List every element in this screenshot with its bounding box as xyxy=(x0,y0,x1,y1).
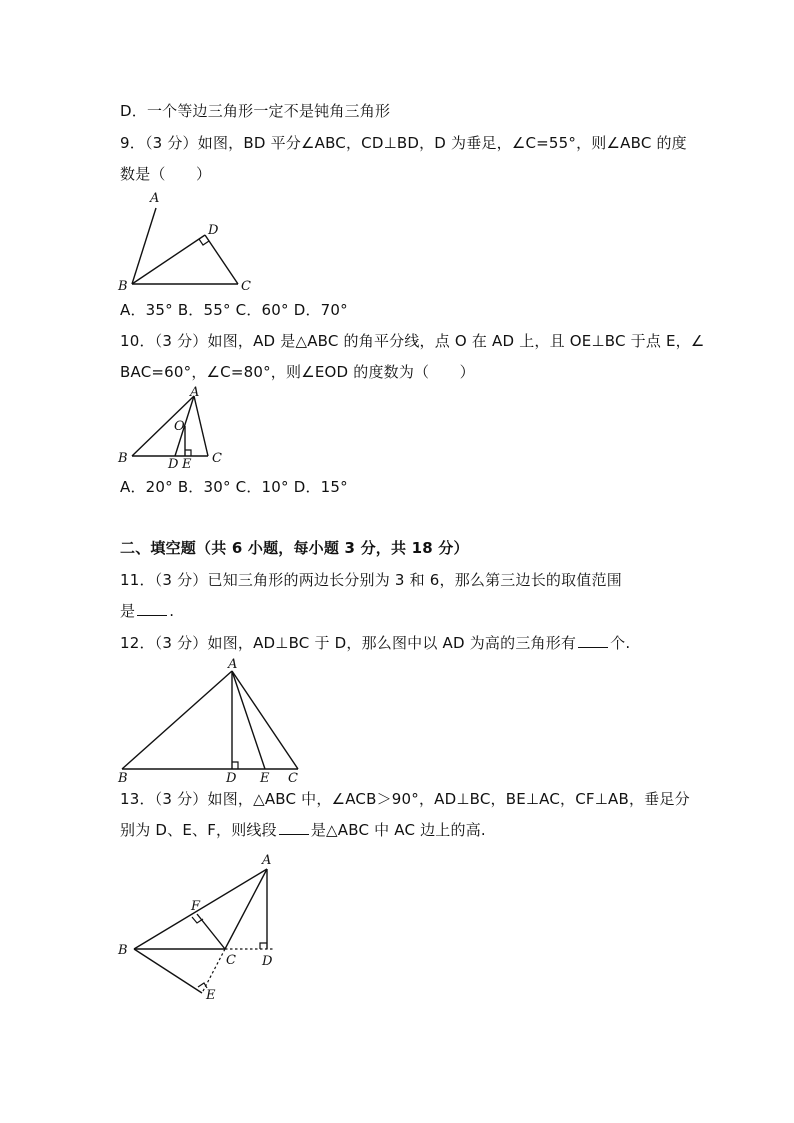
question-10-options: A．20° B．30° C．10° D．15° xyxy=(120,478,348,496)
question-12-prefix: 12．（3 分）如图，AD⊥BC 于 D，那么图中以 AD 为高的三角形有 xyxy=(120,634,577,652)
question-9-options: A．35° B．55° C．60° D．70° xyxy=(120,301,348,319)
label-b: B xyxy=(118,279,128,294)
label-a: A xyxy=(190,385,200,400)
question-13-figure xyxy=(110,852,290,1012)
question-12-line xyxy=(120,633,630,653)
segment-ba xyxy=(134,869,267,949)
label-a: A xyxy=(262,853,272,868)
label-d: D xyxy=(208,223,219,238)
question-11-prefix: 是 xyxy=(120,602,136,620)
label-c: C xyxy=(212,451,222,466)
label-b: B xyxy=(118,771,128,786)
answer-blank xyxy=(279,820,309,835)
question-11-suffix: . xyxy=(169,602,175,620)
question-9-line-1: 9．（3 分）如图，BD 平分∠ABC，CD⊥BD，D 为垂足，∠C=55°，则∠ABC 的度 xyxy=(120,134,687,152)
question-11-line-1: 11．（3 分）已知三角形的两边长分别为 3 和 6，那么第三边长的取值范围 xyxy=(120,571,622,589)
segment-be xyxy=(134,949,202,993)
label-d: D xyxy=(262,954,273,969)
question-10-figure xyxy=(110,384,240,474)
segment-dc xyxy=(205,235,238,284)
answer-blank xyxy=(578,633,608,648)
segment-ac xyxy=(194,396,208,456)
question-9-figure xyxy=(110,188,270,298)
segment-ae xyxy=(232,671,265,769)
label-f: F xyxy=(191,899,201,914)
question-9-line-2: 数是（ ） xyxy=(120,165,212,183)
label-a: A xyxy=(150,191,160,206)
label-a: A xyxy=(228,657,238,672)
question-13-line-2 xyxy=(120,820,486,840)
right-angle-mark-f xyxy=(192,917,203,923)
label-e: E xyxy=(206,988,216,1003)
segment-bd xyxy=(132,235,205,284)
right-angle-mark-d xyxy=(260,943,267,949)
segment-ac xyxy=(232,671,298,769)
label-c: C xyxy=(288,771,298,786)
label-e: E xyxy=(182,457,192,472)
question-13-suffix: 是△ABC 中 AC 边上的高. xyxy=(310,821,486,839)
question-10-line-1: 10．（3 分）如图，AD 是△ABC 的角平分线，点 O 在 AD 上，且 OE⊥BC 于点 E，∠ xyxy=(120,332,705,350)
label-o: O xyxy=(174,419,185,434)
question-12-figure xyxy=(110,656,320,786)
label-d: D xyxy=(226,771,237,786)
question-13-prefix: 别为 D、E、F，则线段 xyxy=(120,821,277,839)
label-b: B xyxy=(118,451,128,466)
option-d-line: D．一个等边三角形一定不是钝角三角形 xyxy=(120,102,391,120)
segment-cf xyxy=(197,914,225,949)
segment-ba xyxy=(122,671,232,769)
right-angle-mark xyxy=(232,762,238,769)
answer-blank xyxy=(137,601,167,616)
section-2-heading: 二、填空题（共 6 小题，每小题 3 分，共 18 分） xyxy=(120,539,469,557)
segment-ba xyxy=(132,208,156,284)
label-d: D xyxy=(168,457,179,472)
question-11-line-2 xyxy=(120,601,174,621)
label-c: C xyxy=(226,953,236,968)
question-12-suffix: 个. xyxy=(610,634,631,652)
right-angle-mark xyxy=(185,450,191,456)
label-b: B xyxy=(118,943,128,958)
label-e: E xyxy=(260,771,270,786)
question-10-line-2: BAC=60°，∠C=80°，则∠EOD 的度数为（ ） xyxy=(120,363,475,381)
question-13-line-1: 13．（3 分）如图，△ABC 中，∠ACB＞90°，AD⊥BC，BE⊥AC，CF⊥AB，垂足分 xyxy=(120,790,690,808)
label-c: C xyxy=(241,279,251,294)
